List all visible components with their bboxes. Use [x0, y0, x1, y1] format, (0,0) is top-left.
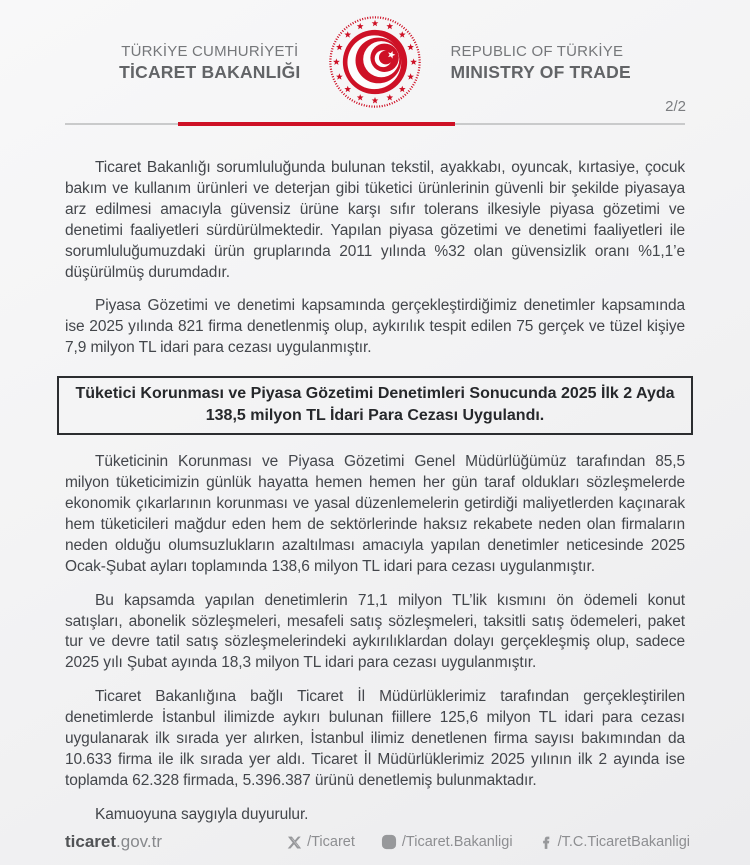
page-number: 2/2 — [665, 98, 686, 115]
ministry-name-en-line2: MINISTRY OF TRADE — [450, 61, 631, 82]
x-icon — [287, 835, 302, 850]
social-handle: /T.C.TicaretBakanligi — [557, 834, 690, 850]
facebook-icon — [539, 835, 553, 850]
ministry-name-tr — [119, 42, 300, 83]
ministry-name-tr-line2: TİCARET BAKANLIĞI — [119, 61, 301, 82]
ministry-name-en — [450, 42, 630, 83]
social-link-facebook[interactable] — [539, 834, 690, 850]
website-link[interactable] — [65, 832, 162, 852]
social-handle: /Ticaret — [307, 834, 355, 850]
social-link-instagram[interactable] — [381, 834, 513, 850]
website-bold-part: ticaret — [65, 832, 117, 851]
paragraph-1: Ticaret Bakanlığı sorumluluğunda bulunan tekstil, ayakkabı, oyuncak, kırtasiye, çocuk bakım ve kullanım ürünleri ve deterjan gibi tüketici ürünlerinin güvenli bir şekilde piyasaya arz edilmesi amacıyla güvensiz ürüne karşı sıfır tolerans ilkesiyle piyasa gözetimi ve denetimi faaliyetleri sürdürülmektedir. Yapılan piyasa gözetimi ve denetimi faaliyetleri ile sorumluluğumuzdaki ürün gruplarında 2011 yılında %32 olan güvensizlik oranı %1,1’e düşürülmüş durumdadır. — [65, 159, 685, 281]
social-link-x[interactable] — [287, 834, 355, 850]
headline-box: Tüketici Korunması ve Piyasa Gözetimi Denetimleri Sonucunda 2025 İlk 2 Ayda 138,5 milyon TL İdari Para Cezası Uygulandı. — [57, 376, 693, 435]
closing-line: Kamuoyuna saygıyla duyurulur. — [95, 805, 309, 823]
website-domain-part: .gov.tr — [116, 832, 163, 851]
ministry-name-en-line1: REPUBLIC OF TÜRKİYE — [450, 42, 624, 60]
header-divider — [65, 122, 685, 126]
divider-red-segment — [178, 122, 455, 126]
header — [0, 14, 750, 110]
ministry-of-trade-emblem-icon — [327, 14, 423, 110]
paragraph-2: Piyasa Gözetimi ve denetimi kapsamında gerçekleştirdiğimiz denetimler kapsamında ise 2025 yılında 821 firma denetlenmiş olup, aykırılık tespit edilen 75 gerçek ve tüzel kişiye 7,9 milyon TL idari para cezası uygulanmıştır. — [65, 297, 685, 357]
footer — [65, 832, 690, 852]
social-links — [287, 834, 690, 850]
paragraph-5: Ticaret Bakanlığına bağlı Ticaret İl Müdürlüklerimiz tarafından gerçekleştirilen denetimlerde İstanbul ilimizde aykırı bulunan fiillere 125,6 milyon TL idari para cezası uygulanarak ilk sırada yer alırken, İstanbul ilimiz denetlenen firma sayısı bakımından da 10.633 firma ile ilk sırada yer aldı. Ticaret İl Müdürlüklerimiz 2025 yılının ilk 2 ayında ise toplamda 62.328 firmada, 5.396.387 ürünü denetlemiş bulunmaktadır. — [65, 688, 685, 789]
ministry-name-tr-line1: TÜRKİYE CUMHURİYETİ — [121, 42, 299, 60]
instagram-icon — [381, 834, 397, 850]
social-handle: /Ticaret.Bakanligi — [401, 834, 513, 850]
paragraph-4: Bu kapsamda yapılan denetimlerin 71,1 milyon TL’lik kısmını ön ödemeli konut satışları, abonelik sözleşmeleri, mesafeli satış sözleşmeleri, taksitli satış ödemeleri, paket tur ve devre tatil satış sözleşmelerindeki aykırılıklardan dolayı gerçekleşmiş olup, sadece 2025 yılı Şubat ayında 18,3 milyon TL idari para cezası uygulanmıştır. — [65, 591, 685, 672]
paragraph-3: Tüketicinin Korunması ve Piyasa Gözetimi Genel Müdürlüğümüz tarafından 85,5 milyon tüketicimizin günlük hayatta hemen hemen her gün taraf oldukları sözleşmelerde ekonomik çıkarlarının korunması ve yasal düzenlemelerin getirdiği maliyetlerden kaçınarak hem tüketicileri mağdur eden hem de sektörlerinde haksız rekabete neden olan firmaların neden olduğu olumsuzlukların azaltılması amacıyla yapılan denetimler neticesinde 2025 Ocak-Şubat ayları toplamında 138,6 milyon TL idari para cezası uygulanmıştır. — [65, 453, 685, 575]
document-body — [65, 158, 685, 839]
